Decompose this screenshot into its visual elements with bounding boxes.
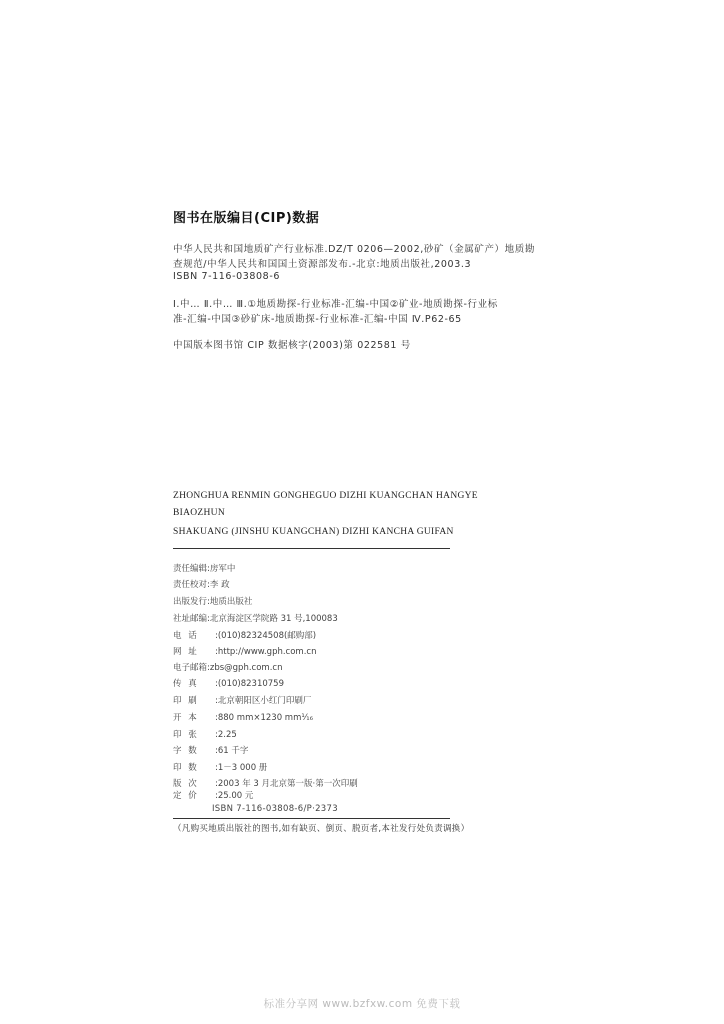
cip-subject-line: Ⅰ.中… Ⅱ.中… Ⅲ.①地质勘探-行业标准-汇编-中国②矿业-地质勘探-行业标 [173,299,498,310]
imprint-value: :61 千字 [215,746,249,756]
imprint-value: :zbs@gph.com.cn [207,663,283,673]
imprint-row [173,761,267,774]
cip-isbn-line: ISBN 7-116-03808-6 [173,271,281,282]
imprint-value: :房军中 [207,564,236,574]
separator-rule [173,548,450,549]
imprint-label: 版 次 [173,779,199,789]
imprint-row [173,677,284,690]
imprint-row [173,661,282,674]
cip-record-line: 查规范/中华人民共和国国土资源部发布.-北京:地质出版社,2003.3 [173,259,472,270]
imprint-row [173,595,252,608]
imprint-row [173,562,235,575]
imprint-label: 传 真 [173,679,199,689]
imprint-label: 印 刷 [173,696,199,706]
imprint-row [173,629,316,642]
cip-heading: 图书在版编目(CIP)数据 [173,211,320,226]
cip-record-line: 中华人民共和国地质矿产行业标准.DZ/T 0206—2002,砂矿（金属矿产）地质勘 [173,244,535,255]
replacement-notice: （凡购买地质出版社的图书,如有缺页、倒页、脱页者,本社发行处负责调换） [173,824,470,834]
pinyin-title-line: SHAKUANG (JINSHU KUANGCHAN) DIZHI KANCHA GUIFAN [173,527,454,537]
imprint-row [173,744,248,757]
imprint-label: 社址邮编 [173,614,208,624]
imprint-row [173,711,313,724]
site-watermark: 标准分享网 www.bzfxw.com 免费下载 [263,998,461,1010]
pinyin-title-line: ZHONGHUA RENMIN GONGHEGUO DIZHI KUANGCHAN HANGYE [173,491,478,501]
imprint-row [173,789,253,802]
imprint-label: 责任编辑 [173,564,208,574]
imprint-value: :http://www.gph.com.cn [215,647,317,657]
imprint-value: :(010)82324508(邮购部) [215,631,317,641]
imprint-label: 出版发行 [173,597,208,607]
imprint-value: :2003 年 3 月北京第一版·第一次印刷 [215,779,358,789]
imprint-value: :(010)82310759 [215,679,284,689]
imprint-row [173,694,311,707]
imprint-row [173,645,316,658]
imprint-label: 印 张 [173,730,199,740]
imprint-row [173,728,237,741]
imprint-value: :25.00 元 [215,791,254,801]
imprint-label: 字 数 [173,746,199,756]
imprint-row [173,578,230,591]
imprint-label: 印 数 [173,763,199,773]
imprint-label: 责任校对 [173,580,208,590]
imprint-value: :2.25 [215,730,237,740]
imprint-label: 开 本 [173,713,199,723]
imprint-value: :李 政 [207,580,230,590]
imprint-value: :北京海淀区学院路 31 号,100083 [207,614,338,624]
imprint-value: :地质出版社 [207,597,253,607]
imprint-value: :1－3 000 册 [215,763,268,773]
cip-subject-line: 准-汇编-中国③砂矿床-地质勘探-行业标准-汇编-中国 Ⅳ.P62-65 [173,314,462,325]
imprint-value: :880 mm×1230 mm¹⁄₁₆ [215,713,314,723]
separator-rule [173,818,450,819]
imprint-value: :北京朝阳区小红门印刷厂 [215,696,312,706]
imprint-row [173,612,338,625]
imprint-label: 定 价 [173,791,199,801]
isbn-number: ISBN 7-116-03808-6/P·2373 [212,804,338,814]
pinyin-title-line: BIAOZHUN [173,508,226,518]
imprint-label: 电子邮箱 [173,663,208,673]
imprint-label: 电 话 [173,631,199,641]
imprint-label: 网 址 [173,647,199,657]
cip-verification-line: 中国版本图书馆 CIP 数据核字(2003)第 022581 号 [173,340,411,351]
